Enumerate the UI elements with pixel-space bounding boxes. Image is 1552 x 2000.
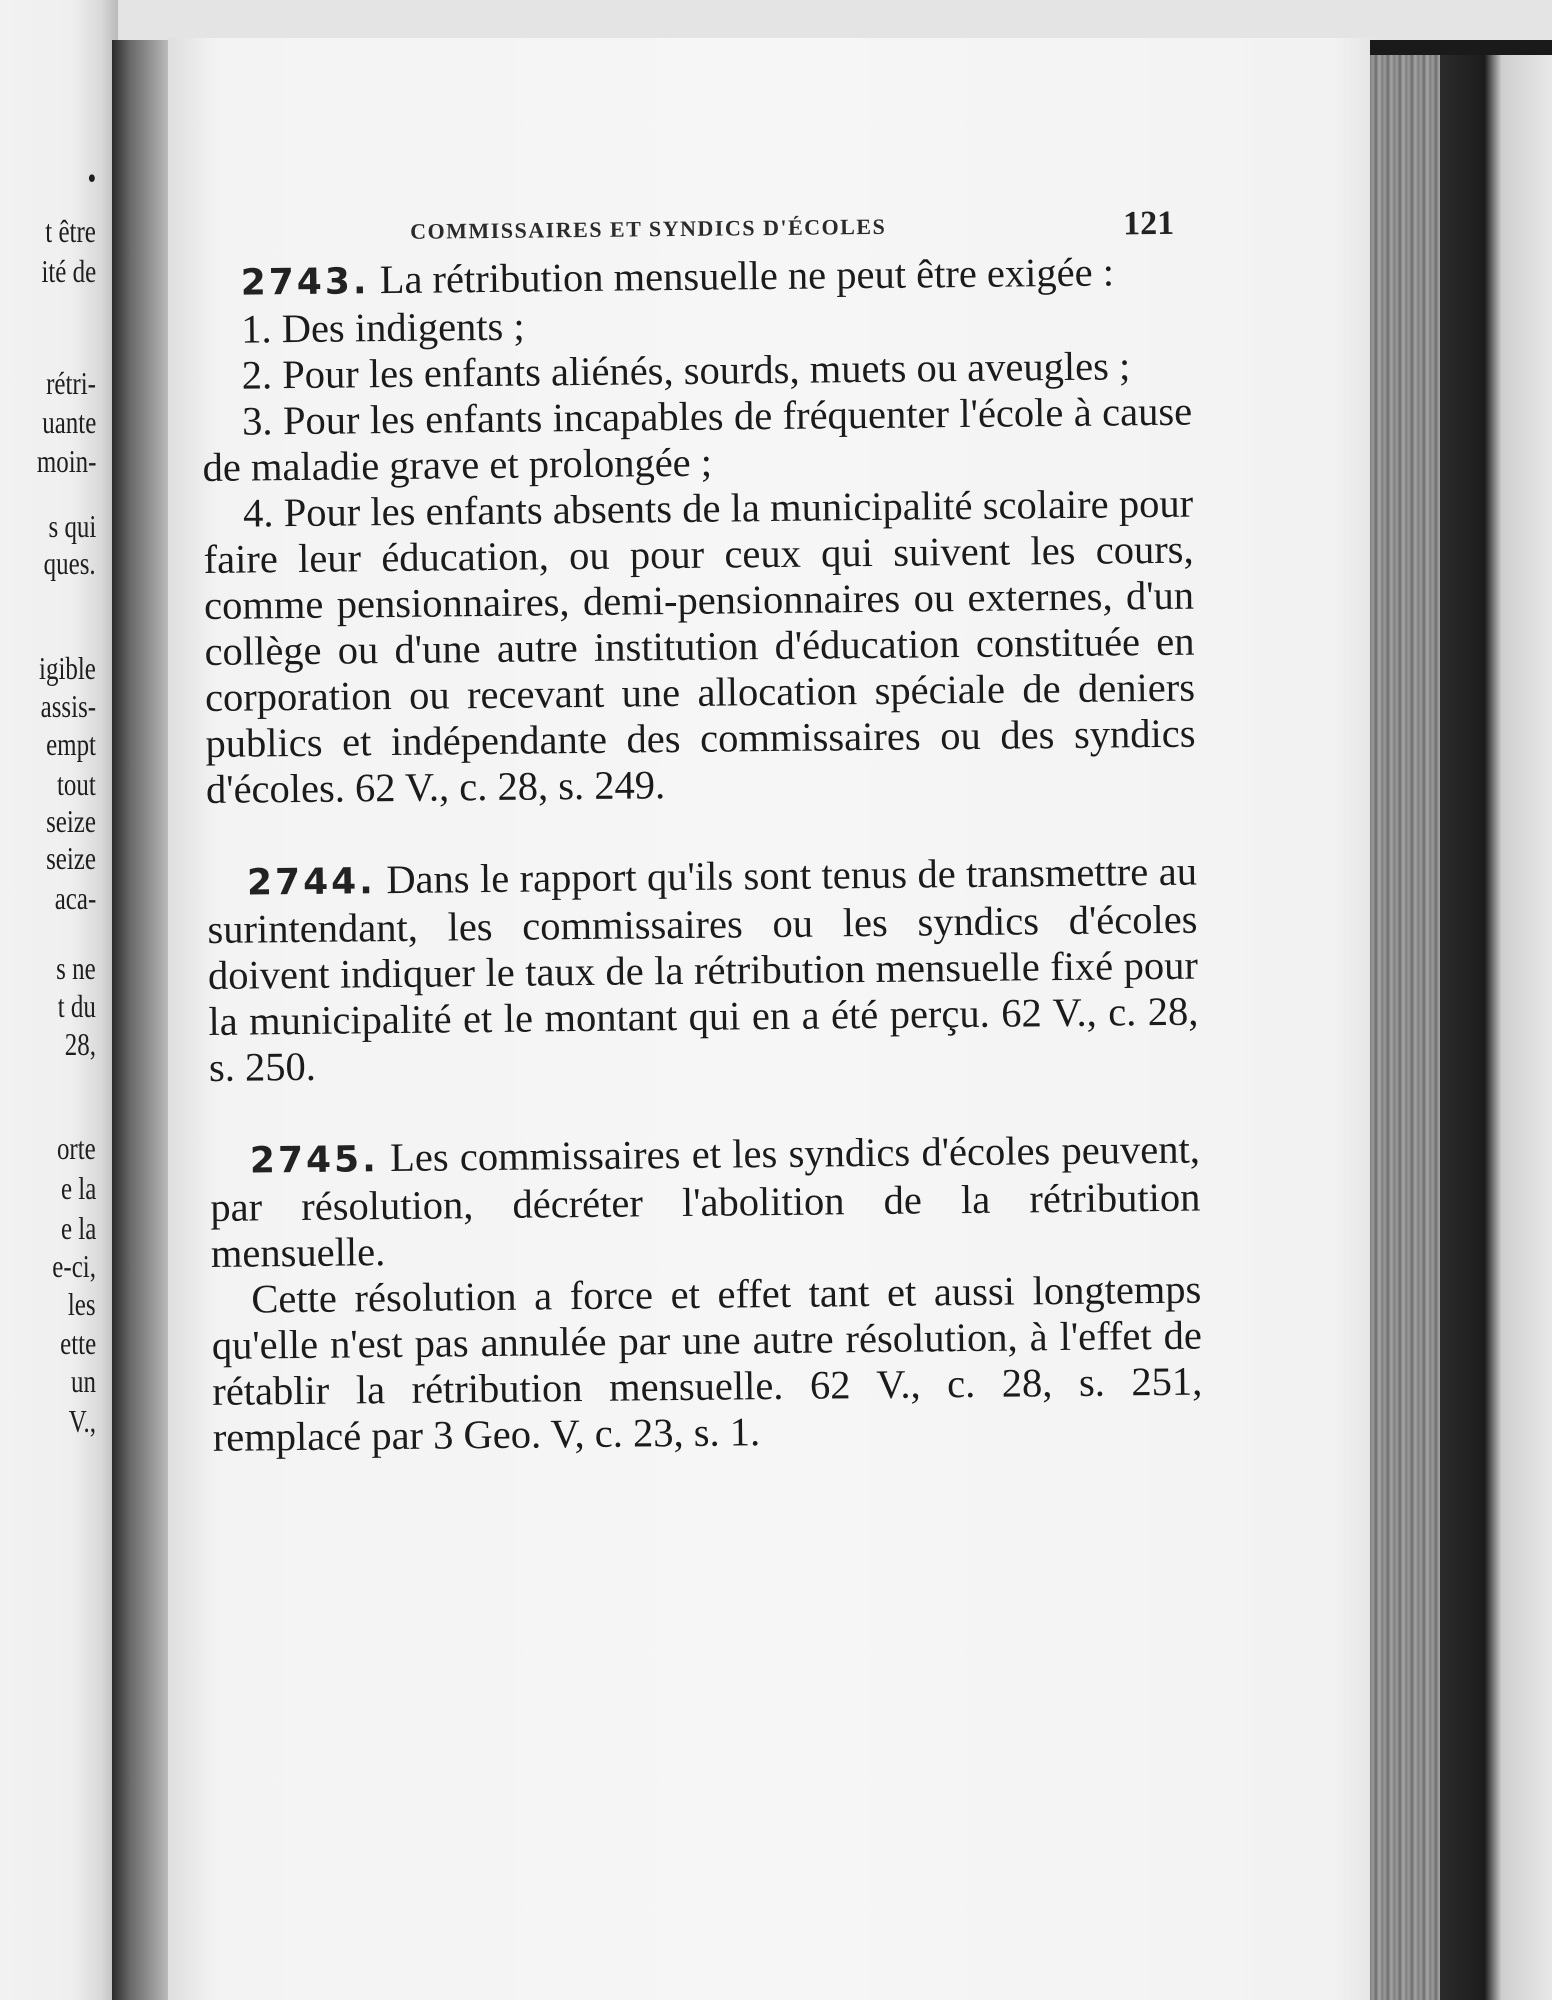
- left-line: ité de: [41, 253, 96, 289]
- running-title: COMMISSAIRES ET SYNDICS D'ÉCOLES: [410, 213, 887, 244]
- left-line: s ne: [56, 950, 96, 986]
- article-2744: [207, 849, 1199, 1091]
- left-line: les: [68, 1286, 96, 1322]
- left-line: ques.: [44, 545, 96, 581]
- left-line: ette: [59, 1325, 96, 1361]
- left-line: t être: [45, 213, 96, 249]
- left-line: e la: [60, 1170, 96, 1206]
- article-number: 2745.: [249, 1139, 379, 1182]
- article-number: 2743.: [240, 261, 370, 304]
- left-line: un: [71, 1363, 96, 1399]
- book-gutter: [112, 40, 174, 2000]
- left-line: moin-: [36, 443, 96, 479]
- page-number: 121: [1122, 204, 1175, 243]
- article-2743-item-3: 3. Pour les enfants incapables de fréquenter l'école à cause de maladie grave et prolongée ;: [202, 388, 1193, 490]
- article-2743-item-2: 2. Pour les enfants aliénés, sourds, muets ou aveugles ;: [241, 343, 1131, 398]
- article-text: Dans le rapport qu'ils sont tenus de transmettre au surintendant, les commissaires ou les syndics d'écoles doivent indiquer le taux de la rétribution mensuelle fixé pour la municipalité et le montant qui en a été perçu. 62 V., c. 28, s. 250.: [207, 848, 1199, 1090]
- article-2743-item-4: 4. Pour les enfants absents de la municipalité scolaire pour faire leur éducation, ou pour ceux qui suivent les cours, comme pensionnaires, demi-pensionnaires ou externes, d'un collège ou d'une autre institution d'éducation constituée en corporation ou recevant une allocation spéciale de deniers publics et indépendante des commissaires ou des syndics d'écoles. 62 V., c. 28, s. 249.: [203, 480, 1196, 812]
- left-line: rétri-: [46, 365, 96, 401]
- left-line: e la: [60, 1210, 96, 1246]
- left-line: s qui: [48, 508, 96, 544]
- left-line: t du: [57, 988, 96, 1024]
- article-number: 2744.: [246, 861, 377, 904]
- left-line: •: [87, 160, 96, 196]
- article-text: La rétribution mensuelle ne peut être exigée :: [379, 249, 1115, 303]
- left-line: e-ci,: [52, 1248, 96, 1284]
- left-page-text: [0, 0, 100, 2000]
- article-2743-item-1: 1. Des indigents ;: [240, 303, 525, 352]
- left-line: igible: [39, 650, 96, 686]
- book-cover: [1440, 55, 1552, 2000]
- left-line: aca-: [54, 880, 96, 916]
- article-2745-paragraph-2: Cette résolution a force et effet tant et aussi longtemps qu'elle n'est pas annulée par une autre résolution, à l'effet de rétablir la rétribution mensuelle. 62 V., c. 28, s. 251, remplacé par 3 Geo. V, c. 23, s. 1.: [211, 1266, 1203, 1460]
- left-line: V.,: [68, 1403, 96, 1439]
- left-line: assis-: [40, 688, 96, 724]
- left-line: orte: [57, 1130, 96, 1166]
- left-line: empt: [46, 726, 96, 762]
- left-line: seize: [46, 840, 96, 876]
- left-line: uante: [41, 404, 96, 440]
- left-line: tout: [57, 766, 96, 802]
- left-line: 28,: [64, 1026, 96, 1062]
- page-text-block: [200, 205, 1203, 1461]
- left-line: seize: [46, 803, 96, 839]
- article-text: Les commissaires et les syndics d'écoles peuvent, par résolution, décréter l'abolition de la rétribution mensuelle.: [210, 1126, 1201, 1276]
- page-fore-edge: [1370, 55, 1450, 2000]
- article-2745: [210, 1127, 1201, 1277]
